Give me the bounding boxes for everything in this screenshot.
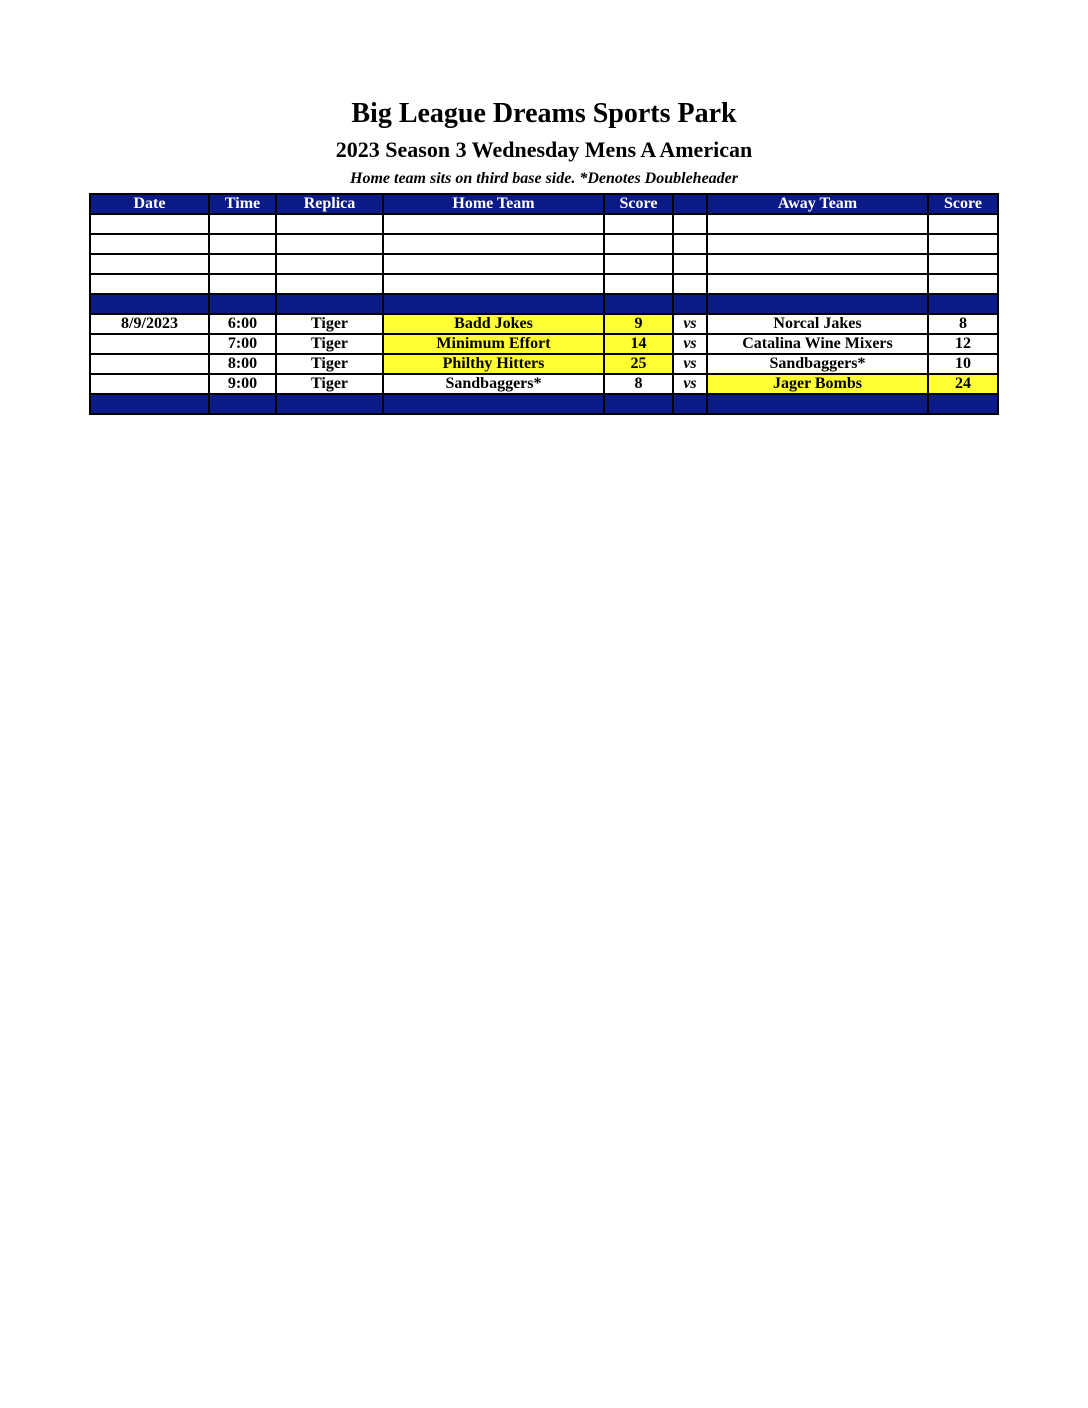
away-team: Norcal Jakes xyxy=(707,314,928,334)
vs-label: vs xyxy=(673,314,707,334)
table-header-row xyxy=(90,194,998,214)
col-header-away-team: Away Team xyxy=(707,194,928,214)
vs-label: vs xyxy=(673,354,707,374)
game-row xyxy=(90,354,998,374)
schedule-table xyxy=(89,193,999,415)
home-score: 25 xyxy=(604,354,673,374)
home-score: 9 xyxy=(604,314,673,334)
away-score: 12 xyxy=(928,334,998,354)
col-header-vs xyxy=(673,194,707,214)
home-score: 14 xyxy=(604,334,673,354)
page-subtitle: 2023 Season 3 Wednesday Mens A American xyxy=(335,137,753,162)
game-time: 6:00 xyxy=(209,314,276,334)
vs-label: vs xyxy=(673,334,707,354)
home-team: Minimum Effort xyxy=(383,334,604,354)
empty-row xyxy=(90,274,998,294)
game-row xyxy=(90,314,998,334)
col-header-home-score: Score xyxy=(604,194,673,214)
home-score: 8 xyxy=(604,374,673,394)
game-replica: Tiger xyxy=(276,354,383,374)
empty-row xyxy=(90,234,998,254)
separator-band xyxy=(90,394,998,414)
away-score: 24 xyxy=(928,374,998,394)
game-row xyxy=(90,374,998,394)
col-header-date: Date xyxy=(90,194,209,214)
game-time: 9:00 xyxy=(209,374,276,394)
away-score: 10 xyxy=(928,354,998,374)
separator-band xyxy=(90,294,998,314)
home-team: Badd Jokes xyxy=(383,314,604,334)
game-date: 8/9/2023 xyxy=(90,314,209,334)
game-replica: Tiger xyxy=(276,334,383,354)
game-replica: Tiger xyxy=(276,374,383,394)
empty-row xyxy=(90,214,998,234)
game-date xyxy=(90,374,209,394)
game-time: 8:00 xyxy=(209,354,276,374)
game-row xyxy=(90,334,998,354)
home-team: Sandbaggers* xyxy=(383,374,604,394)
game-date xyxy=(90,354,209,374)
col-header-replica: Replica xyxy=(276,194,383,214)
away-team: Sandbaggers* xyxy=(707,354,928,374)
page-title: Big League Dreams Sports Park xyxy=(351,98,737,129)
vs-label: vs xyxy=(673,374,707,394)
empty-row xyxy=(90,254,998,274)
away-score: 8 xyxy=(928,314,998,334)
game-time: 7:00 xyxy=(209,334,276,354)
col-header-home-team: Home Team xyxy=(383,194,604,214)
home-team: Philthy Hitters xyxy=(383,354,604,374)
away-team: Catalina Wine Mixers xyxy=(707,334,928,354)
game-replica: Tiger xyxy=(276,314,383,334)
game-date xyxy=(90,334,209,354)
col-header-time: Time xyxy=(209,194,276,214)
page-note: Home team sits on third base side. *Denotes Doubleheader xyxy=(350,170,738,187)
col-header-away-score: Score xyxy=(928,194,998,214)
away-team: Jager Bombs xyxy=(707,374,928,394)
